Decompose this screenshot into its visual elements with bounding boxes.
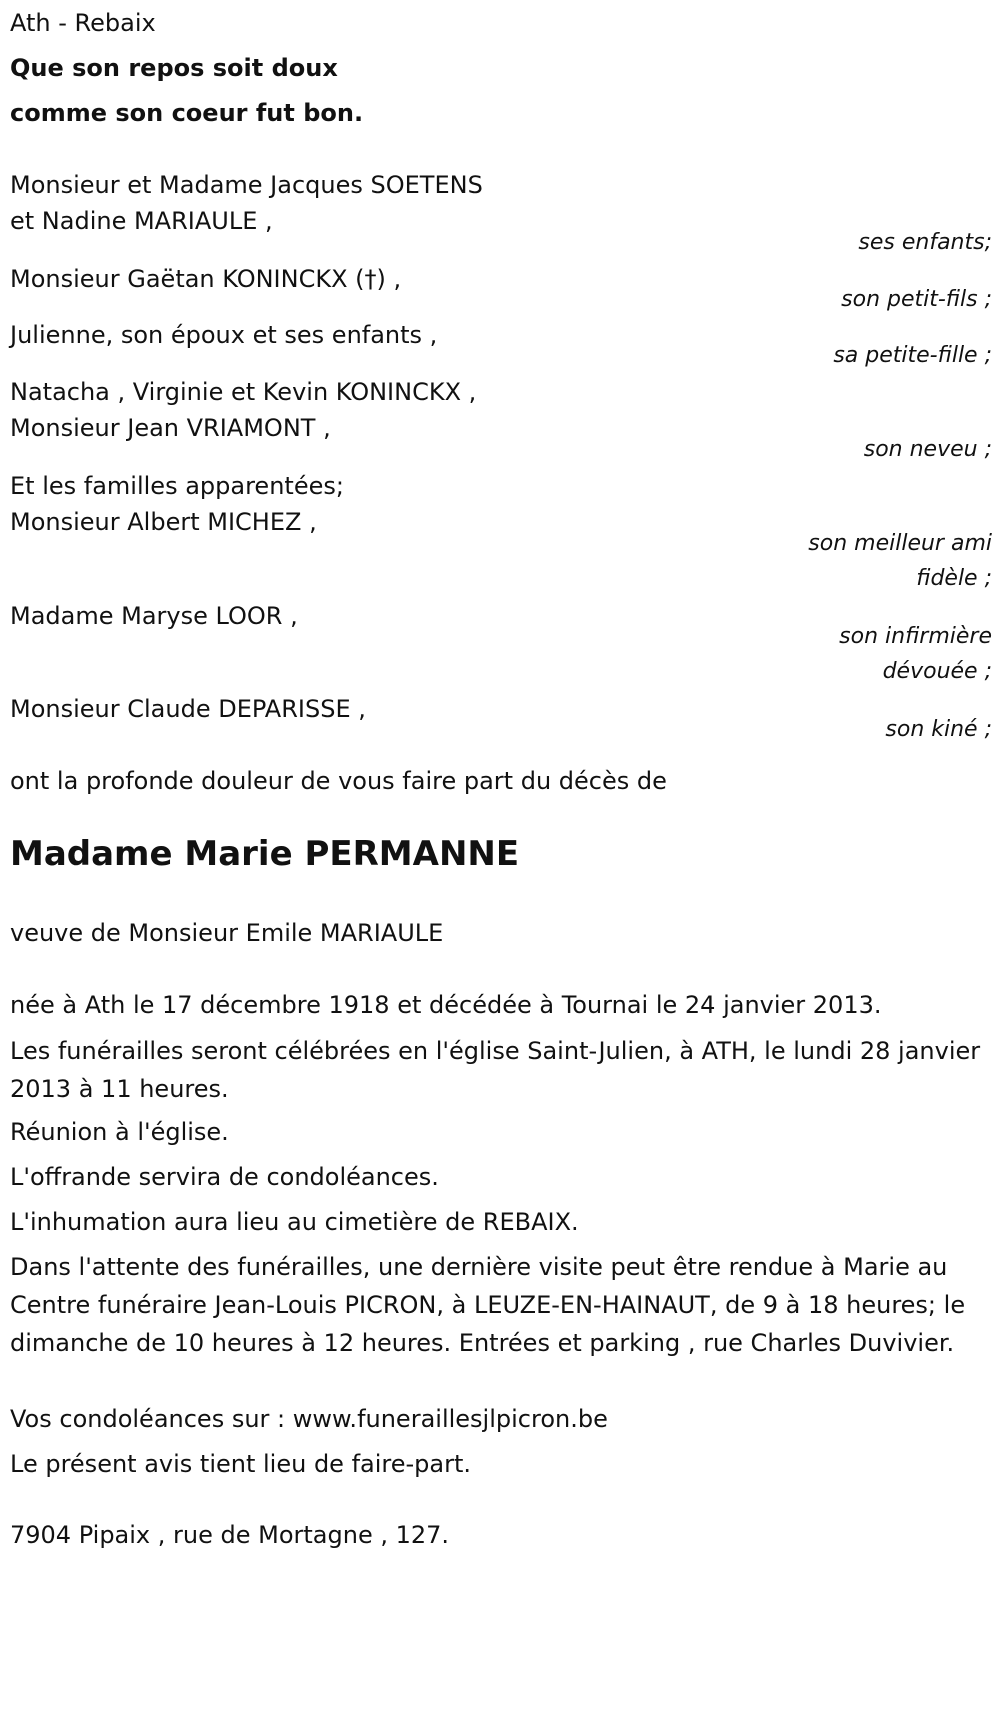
family-name-line: Monsieur Claude DEPARISSE , [10,695,366,723]
family-relation: ses enfants; [858,230,992,255]
family-name-line: Julienne, son époux et ses enfants , [10,321,438,349]
family-name-line: Madame Maryse LOOR , [10,602,298,630]
birth-death-text: née à Ath le 17 décembre 1918 et décédée à Tournai le 24 janvier 2013. [10,991,882,1019]
widow-of-text: veuve de Monsieur Emile MARIAULE [10,919,444,947]
family-relation: son kiné ; [885,717,992,742]
family-name-line: Et les familles apparentées; [10,472,344,500]
family-name-line: et Nadine MARIAULE , [10,207,273,235]
address-text: 7904 Pipaix , rue de Mortagne , 127. [10,1521,450,1549]
family-name-line: Monsieur Albert MICHEZ , [10,508,317,536]
family-relation: sa petite-fille ; [833,343,992,368]
meeting-text: Réunion à l'église. [10,1118,229,1146]
funeral-text: Les funérailles seront célébrées en l'église Saint-Julien, à ATH, le lundi 28 janvier 2013 à 11 heures. [10,1037,981,1103]
notice-text: Le présent avis tient lieu de faire-part. [10,1450,472,1478]
family-relation: son infirmière [839,624,992,649]
offering-text: L'offrande servira de condoléances. [10,1163,439,1191]
deceased-name: Madame Marie PERMANNE [10,834,520,874]
quote-line-2: comme son coeur fut bon. [10,99,364,127]
family-relation: son petit-fils ; [841,287,992,312]
family-name-line: Natacha , Virginie et Kevin KONINCKX , [10,378,477,406]
family-name-line: Monsieur Gaëtan KONINCKX (†) , [10,265,402,293]
announcement-text: ont la profonde douleur de vous faire part du décès de [10,767,667,795]
family-name-line: Monsieur et Madame Jacques SOETENS [10,171,483,199]
location-header: Ath - Rebaix [10,9,156,37]
burial-text: L'inhumation aura lieu au cimetière de REBAIX. [10,1208,579,1236]
family-relation: son neveu ; [863,437,992,462]
family-relation: fidèle ; [916,566,992,591]
visit-text: Dans l'attente des funérailles, une dernière visite peut être rendue à Marie au Centre funéraire Jean-Louis PICRON, à LEUZE-EN-HAINAUT, de 9 à 18 heures; le dimanche de 10 heures à 12 heures. Entrées et parking , rue Charles Duvivier. [10,1253,966,1357]
condolences-text: Vos condoléances sur : www.funeraillesjlpicron.be [10,1405,608,1433]
quote-line-1: Que son repos soit doux [10,54,338,82]
family-name-line: Monsieur Jean VRIAMONT , [10,414,331,442]
family-relation: son meilleur ami [808,531,992,556]
family-relation: dévouée ; [882,659,992,684]
